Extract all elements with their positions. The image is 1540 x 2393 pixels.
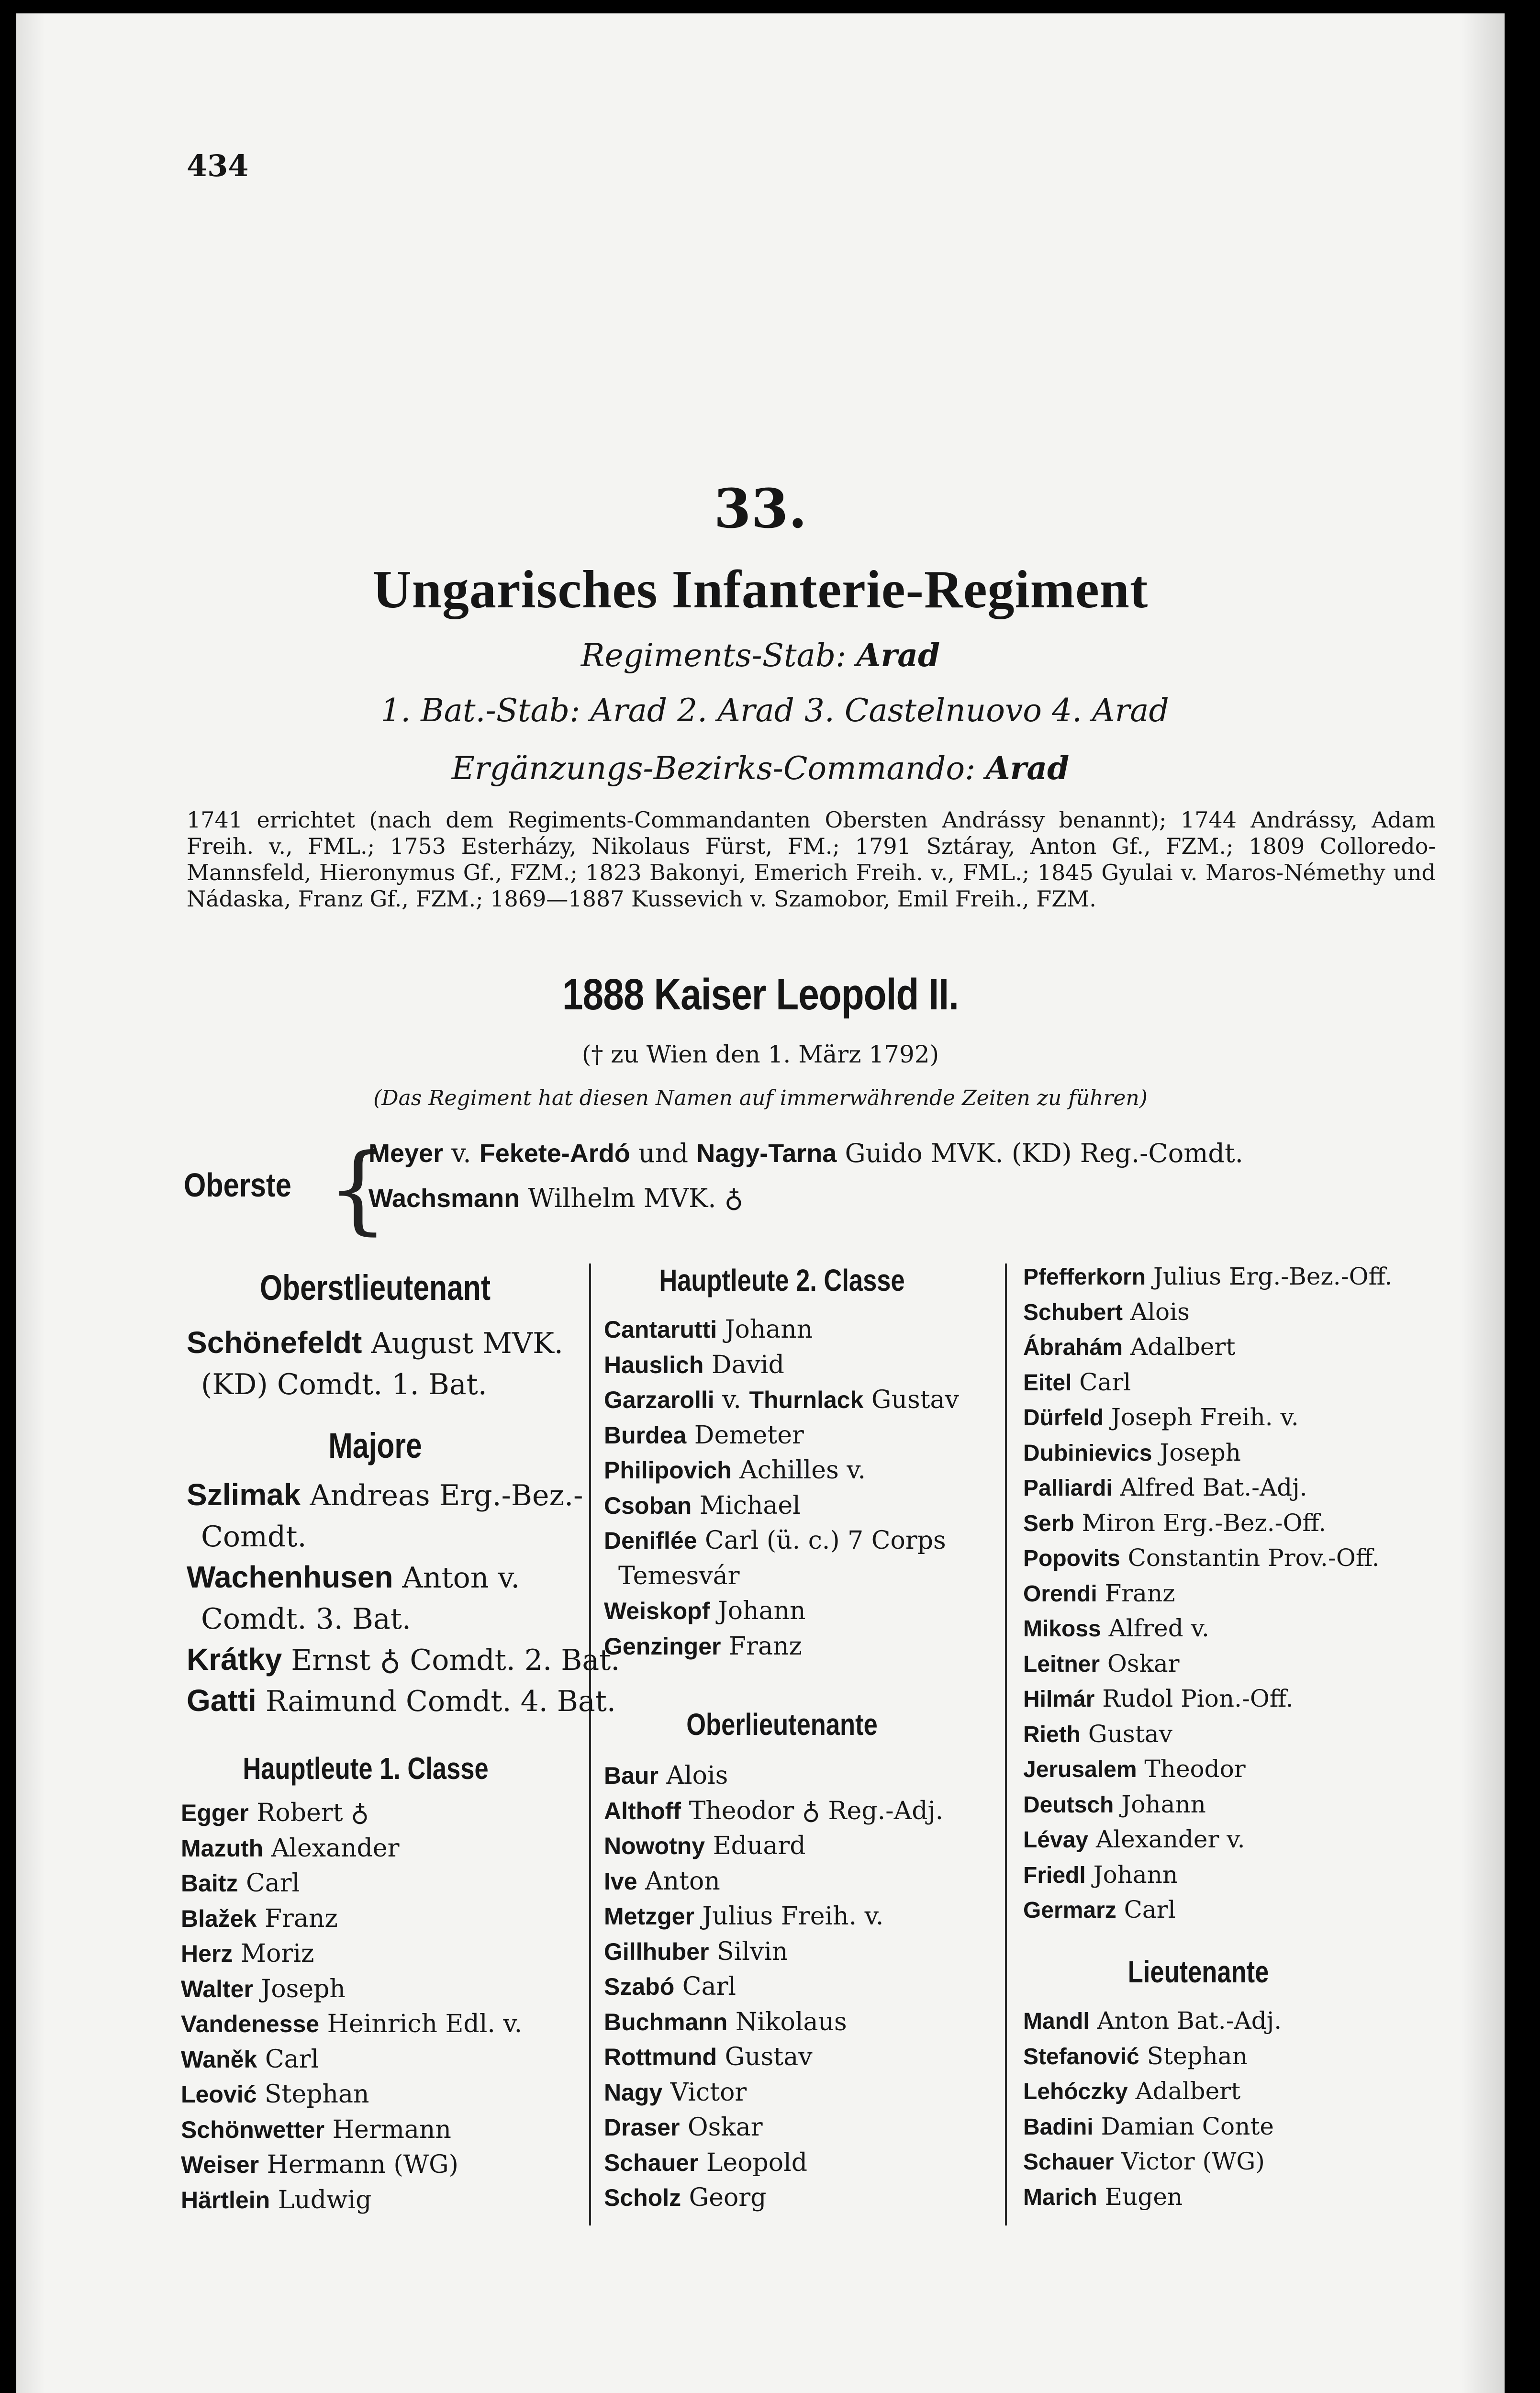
officer-surname: Jerusalem [1023,1757,1137,1782]
section-title-hauptleute-1: Hauptleute 1. Classe [243,1751,489,1786]
officer-surname: Pfefferkorn [1023,1264,1146,1290]
officer-details: Alexander [263,1834,400,1863]
officer-details: Anton [637,1867,720,1896]
roster-entry [1023,1755,1246,1783]
officer-surname: Philipovich [604,1457,732,1484]
officer-surname: Ábrahám [1023,1335,1123,1360]
roster-entry [604,1797,943,1825]
officer-details: Eduard [705,1832,806,1860]
oberst-entry-1 [368,1138,1243,1168]
roster-entry [187,1325,563,1360]
regiment-number: 33. [714,478,807,540]
roster-entry [604,2078,747,2107]
officer-surname: Dubinievics [1023,1440,1152,1466]
roster-entry [187,1683,616,1718]
officer-details: Georg [681,2183,767,2212]
officer-details: Rudol Pion.-Off. [1094,1685,1294,1712]
officer-surname: Schubert [1023,1299,1123,1325]
officer-surname: Leitner [1023,1651,1100,1677]
officer-surname: Szlimak [187,1477,301,1512]
officer-surname: Egger [181,1800,249,1826]
column-divider [589,1264,591,2225]
officer-surname: Weiskopf [604,1598,710,1624]
roster-entry [1023,1614,1209,1642]
officer-details: Nikolaus [727,2007,847,2036]
officer-details: David [703,1350,784,1379]
officer-surname: Orendi [1023,1581,1097,1607]
roster-entry [604,1902,883,1931]
officer-details: Oskar [1100,1649,1180,1677]
officer-surname: Gillhuber [604,1938,709,1965]
officer-surname: Metzger [604,1903,694,1930]
officer-surname: Deniflée [604,1527,697,1554]
roster-entry [1023,1403,1299,1431]
officer-surname: Härtlein [181,2186,270,2214]
roster-entry [201,1600,411,1636]
oberst-text: und [630,1138,697,1168]
officer-surname: Nagy [604,2079,663,2106]
roster-entry [604,1867,720,1896]
officer-details: Johann [1114,1790,1206,1818]
officer-details: Ernst ♁ Comdt. 2. Bat. [282,1644,620,1677]
officer-details: Oskar [680,2113,763,2142]
regiments-stab-place: Arad [856,637,940,674]
section-title-lieutenante: Lieutenante [1127,1955,1269,1989]
officer-details: Johann [1085,1860,1178,1889]
officer-details: Stephan [1139,2042,1248,2070]
roster-entry [1023,2077,1240,2105]
officer-details: Comdt. 3. Bat. [201,1602,411,1636]
roster-entry [604,1491,801,1520]
officer-details: Gustav [717,2043,813,2071]
officer-details: Franz [721,1632,802,1661]
document-page [16,13,1505,2393]
regiment-remark: (Das Regiment hat diesen Namen auf immerwährende Zeiten zu führen) [373,1086,1148,1110]
officer-surname: Nowotny [604,1833,705,1859]
officer-surname: Draser [604,2114,680,2141]
roster-entry [604,2113,763,2142]
officer-details: Andreas Erg.-Bez.- [301,1479,583,1512]
officer-details: Carl [1116,1896,1176,1923]
officer-surname: Deutsch [1023,1792,1114,1818]
roster-entry [604,1972,736,2001]
roster-entry [1023,1474,1307,1501]
officer-surname: Schönefeldt [187,1325,362,1360]
officer-details: Carl [238,1869,300,1898]
oberst-name-part2: Fekete-Ardó [479,1139,630,1168]
officer-surname-part2: Thurnlack [749,1387,864,1413]
officer-surname: Palliardi [1023,1476,1113,1501]
officer-details: Moriz [233,1939,314,1968]
officer-details: Michael [692,1491,801,1520]
death-note: († zu Wien den 1. März 1792) [581,1040,939,1068]
roster-entry [604,2043,813,2071]
roster-entry [604,1421,804,1450]
inhaber-heading: 1888 Kaiser Leopold II. [562,970,959,1019]
officer-details: Franz [257,1904,338,1933]
officer-details: Adalbert [1123,1333,1236,1361]
roster-entry [1023,2042,1248,2070]
regiments-stab-line [16,637,1505,674]
roster-entry [1023,1650,1180,1677]
page-number: 434 [187,148,249,183]
officer-surname: Garzarolli [604,1387,714,1413]
roster-entry [187,1642,620,1677]
officer-surname: Eitel [1023,1370,1072,1396]
officer-details: Robert ♁ [248,1799,369,1827]
roster-entry [181,2010,522,2038]
officer-details: Ludwig [270,2185,372,2214]
officer-surname: Schauer [1023,2149,1114,2175]
officer-surname: Rieth [1023,1722,1081,1747]
roster-entry [1023,2147,1265,2175]
officer-surname: Hauslich [604,1351,704,1378]
roster-entry [604,2148,807,2177]
officer-surname: Baitz [181,1870,238,1897]
regiment-title: Ungarisches Infanterie-Regiment [372,560,1149,619]
roster-entry [181,2045,319,2074]
oberst-entry-2 [368,1183,743,1213]
officer-details: Gustav [1081,1720,1172,1748]
officer-details: Julius Freih. v. [694,1902,884,1931]
roster-entry [604,1526,946,1555]
roster-entry [181,1834,399,1863]
officer-details: Hermann [324,2115,451,2144]
officer-details: Alois [658,1761,728,1790]
roster-entry [604,1937,788,1966]
officer-details: Julius Erg.-Bez.-Off. [1146,1263,1393,1290]
roster-entry [604,1761,728,1790]
officer-details: Joseph [253,1974,346,2003]
roster-entry [1023,1263,1392,1290]
roster-entry [604,1315,813,1344]
roster-entry [1023,1825,1245,1853]
officer-surname: Hilmár [1023,1687,1095,1712]
officer-surname: Weiser [181,2151,259,2178]
officer-details: Miron Erg.-Bez.-Off. [1074,1509,1327,1537]
roster-entry [1023,1439,1241,1466]
officer-surname: Vandenesse [181,2011,320,2037]
section-title-oberstlieutenant: Oberstlieutenant [259,1268,491,1308]
roster-entry [1023,1333,1235,1361]
officer-details: Hermann (WG) [259,2150,458,2179]
officer-details: Johann [717,1315,813,1344]
ergaenzung-label: Ergänzungs-Bezirks-Commando: [451,750,976,787]
officer-details: Carl [1071,1368,1131,1396]
officer-surname: Serb [1023,1510,1074,1536]
roster-entry [604,1351,784,1379]
section-title-hauptleute-2: Hauptleute 2. Classe [659,1263,905,1297]
roster-entry [604,1386,959,1414]
section-title-majore: Majore [328,1426,422,1465]
oberst-text: v. [443,1138,480,1168]
officer-details: Victor [662,2078,747,2107]
officer-details: Gustav [863,1386,959,1414]
officer-surname: Althoff [604,1797,681,1824]
roster-entry [1023,1896,1176,1923]
officer-surname: Badini [1023,2114,1094,2140]
roster-entry [181,1904,338,1933]
roster-entry [181,2080,369,2109]
officer-surname: Gatti [187,1683,257,1718]
officer-details: Silvin [709,1937,788,1966]
ergaenzung-line [16,749,1505,787]
officer-details: Damian Conte [1093,2112,1274,2140]
roster-entry [604,1456,866,1485]
officer-surname: Friedl [1023,1862,1086,1888]
officer-details: Raimund Comdt. 4. Bat. [256,1685,616,1718]
roster-entry [181,1975,346,2003]
roster-entry [187,1477,583,1512]
officer-details: Constantin Prov.-Off. [1120,1544,1380,1572]
roster-entry [187,1559,520,1595]
officer-surname: Burdea [604,1421,687,1449]
roster-entry [604,2008,847,2036]
roster-entry [1023,2007,1282,2035]
roster-entry [181,1799,369,1827]
roster-entry [604,1597,806,1625]
battalion-stab-line: 1. Bat.-Stab: Arad 2. Arad 3. Castelnuovo 4. Arad [380,692,1169,729]
roster-entry [201,1518,307,1554]
officer-details: Alexander v. [1088,1825,1245,1853]
officer-details: Anton v. [393,1561,520,1595]
officer-surname: Leović [181,2081,257,2108]
officer-surname: Szabó [604,1973,675,2000]
page-gutter-shadow [16,13,45,2393]
column-divider [1005,1264,1007,2225]
roster-entry [1023,1368,1131,1396]
officer-details: Theodor ♁ Reg.-Adj. [681,1796,944,1825]
roster-entry [1023,1720,1172,1748]
roster-entry [604,1832,806,1860]
officer-details: August MVK. [362,1327,563,1360]
roster-entry [1023,1298,1190,1326]
officer-details: Leopold [698,2148,807,2177]
roster-entry [1023,1509,1326,1537]
officer-details: Theodor [1137,1755,1246,1783]
roster-entry [604,2183,766,2212]
roster-entry [181,1869,300,1898]
officer-details: v. [714,1386,749,1414]
officer-details: Anton Bat.-Adj. [1089,2007,1282,2035]
regiments-stab-label: Regiments-Stab: [580,637,847,674]
officer-details: Alfred v. [1101,1614,1209,1642]
page-edge-shadow [1462,13,1505,2393]
roster-entry [201,1366,487,1401]
officer-surname: Rottmund [604,2044,717,2070]
officer-details: Franz [1097,1579,1175,1607]
oberst-name-part3: Nagy-Tarna [696,1139,837,1168]
officer-surname: Mazuth [181,1834,264,1862]
officer-surname: Herz [181,1940,233,1967]
officer-details: Comdt. [201,1520,307,1554]
officer-surname: Baur [604,1762,658,1789]
officer-details: Carl [257,2045,319,2074]
regiment-history: 1741 errichtet (nach dem Regiments-Commandanten Obersten Andrássy benannt); 1744 Andrássy, Adam Freih. v., FML.; 1753 Esterházy, Nikolaus Fürst, FM.; 1791 Sztáray, Anton Gf., FZM.; 1809 Colloredo-Mannsfeld, Hieronymus Gf., FZM.; 1823 Bakonyi, Emerich Freih. v., FML.; 1845 Gyulai v. Maros-Némethy und Nádaska, Franz Gf., FZM.; 1869—1887 Kussevich v. Szamobor, Emil Freih., FZM. [187,807,1436,912]
officer-surname: Stefanović [1023,2044,1139,2069]
officer-surname: Scholz [604,2184,681,2211]
officer-surname: Mikoss [1023,1616,1101,1642]
officer-details: Stephan [257,2080,369,2109]
officer-details: Alois [1123,1297,1190,1326]
roster-entry [618,1562,739,1590]
officer-surname: Schönwetter [181,2116,325,2143]
roster-entry [181,2150,458,2179]
roster-entry [1023,1685,1293,1712]
officer-surname: Krátky [187,1642,282,1677]
officer-details: Alfred Bat.-Adj. [1112,1474,1307,1501]
officer-surname: Waněk [181,2046,257,2073]
officer-surname: Popovits [1023,1546,1120,1571]
roster-entry [181,2115,451,2144]
officer-details: Achilles v. [731,1456,866,1485]
oberst-details: Guido MVK. (KD) Reg.-Comdt. [837,1138,1243,1168]
officer-details: Demeter [686,1420,804,1450]
officer-surname: Lévay [1023,1827,1089,1853]
officer-details: Joseph [1152,1438,1241,1466]
officer-details: Johann [710,1597,806,1625]
officer-details: Carl (ü. c.) 7 Corps [697,1526,946,1555]
officer-surname: Buchmann [604,2008,728,2035]
roster-entry [1023,1579,1175,1607]
officer-surname: Mandl [1023,2009,1090,2034]
officer-surname: Csoban [604,1492,692,1519]
roster-entry [181,1939,314,1968]
officer-surname: Blažek [181,1905,257,1932]
officer-details: Carl [674,1972,737,2001]
oberst-details: Wilhelm MVK. ♁ [520,1183,744,1213]
roster-entry [1023,1861,1178,1889]
oberst-name: Meyer [368,1139,444,1168]
officer-surname: Lehóczky [1023,2079,1128,2104]
roster-entry [181,2186,371,2214]
roster-entry [1023,2183,1183,2211]
officer-details: Victor (WG) [1114,2147,1265,2175]
officer-surname: Walter [181,1975,253,2002]
roster-entry [604,1632,802,1661]
roster-entry [1023,2113,1274,2140]
officer-surname: Ive [604,1867,637,1895]
officer-details: Eugen [1097,2182,1183,2211]
officer-surname: Marich [1023,2184,1097,2210]
section-title-oberlieutenante: Oberlieutenante [686,1707,878,1742]
officer-surname: Germarz [1023,1898,1116,1923]
ergaenzung-place: Arad [985,749,1070,787]
oberst-name: Wachsmann [368,1184,520,1213]
officer-details: Temesvár [618,1561,740,1590]
officer-surname: Genzinger [604,1633,721,1660]
officer-surname: Schauer [604,2149,699,2176]
officer-surname: Cantarutti [604,1316,717,1343]
oberste-brace: { [327,1133,389,1245]
oberste-label: Oberste [184,1166,291,1204]
officer-surname: Wachenhusen [187,1560,393,1594]
roster-entry [1023,1544,1379,1572]
roster-entry [1023,1790,1206,1818]
officer-details: Adalbert [1127,2077,1241,2105]
officer-surname: Dürfeld [1023,1405,1104,1431]
officer-details: (KD) Comdt. 1. Bat. [201,1368,487,1401]
officer-details: Heinrich Edl. v. [319,2010,523,2038]
officer-details: Joseph Freih. v. [1104,1403,1299,1431]
